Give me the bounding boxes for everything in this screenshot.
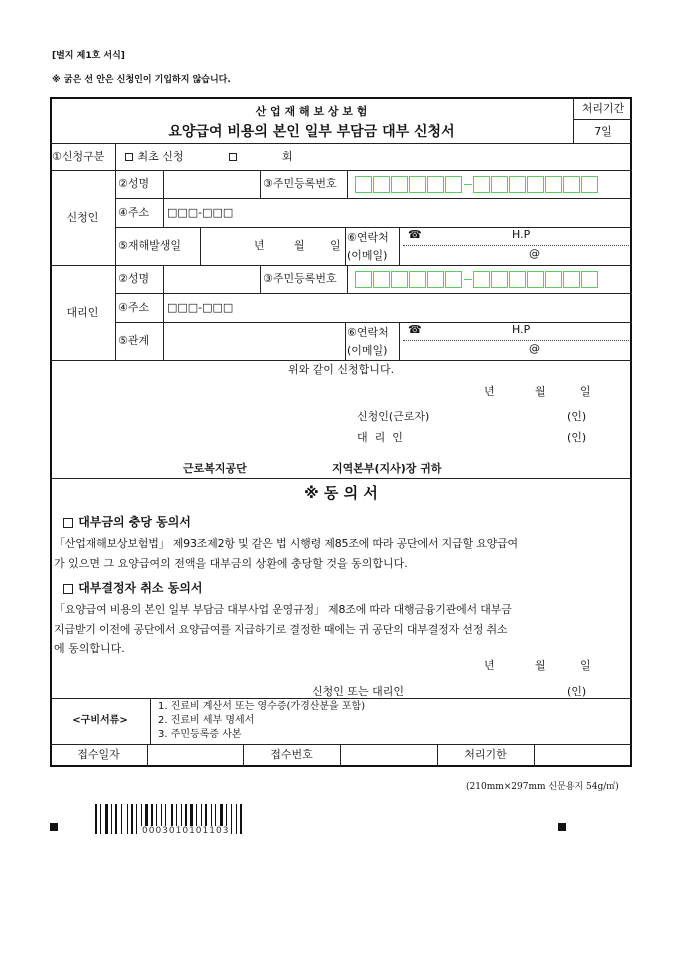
s2-checkbox[interactable] [63, 584, 73, 594]
page-title: 요양급여 비용의 본인 일부 부담금 대부 신청서 [168, 124, 455, 140]
applicant-address-label: ④주소 [118, 206, 150, 219]
consent-signer: 신청인 또는 대리인 [312, 685, 405, 698]
consent-seal: (인) [567, 685, 587, 698]
barcode-bar [113, 804, 114, 834]
decl-year: 년 [484, 385, 495, 398]
receipt-date-input[interactable] [148, 745, 243, 766]
barcode-bar [236, 804, 237, 834]
agent-address-label: ④주소 [118, 301, 150, 314]
document-item: 3. 주민등록증 사본 [158, 729, 242, 740]
decl-month: 월 [535, 385, 546, 398]
repeat-checkbox[interactable] [229, 153, 237, 161]
barcode-bar [131, 804, 133, 834]
applicant-address-input[interactable]: □□□-□□□ [167, 206, 234, 219]
agent-relation-label: ⑤관계 [118, 334, 150, 347]
decl-applicant-label: 신청인(근로자) [357, 410, 430, 423]
accident-date-label: ⑤재해발생일 [118, 239, 181, 252]
document-item: 2. 진료비 세부 명세서 [158, 715, 255, 726]
processing-period-label: 처리기간 [574, 97, 632, 120]
barcode-bar [243, 804, 244, 834]
barcode-bar [129, 804, 130, 834]
title-block [50, 97, 574, 143]
s1-checkbox[interactable] [63, 518, 73, 528]
agent-contact-label: ⑥연락처 [347, 326, 389, 339]
agent-address-input[interactable]: □□□-□□□ [167, 301, 234, 314]
barcode-bar [105, 804, 108, 834]
apply-type-first[interactable]: 최초 신청 [124, 143, 184, 170]
decl-agent-seal: (인) [567, 431, 587, 444]
first-checkbox[interactable] [125, 153, 133, 161]
consent-s1-line2: 가 있으면 그 요양급여의 전액을 대부금의 상환에 충당할 것을 동의합니다. [54, 557, 408, 570]
phone-icon: ☎ [408, 228, 422, 241]
declaration-text: 위와 같이 신청합니다. [287, 363, 395, 376]
barcode-bar [98, 804, 99, 834]
accident-year: 년 [254, 239, 265, 252]
barcode-bar [233, 804, 235, 834]
barcode-text: 0003010101103 [142, 826, 230, 836]
recipient: 지역본부(지사)장 귀하 [332, 462, 442, 475]
receipt-date-label: 접수일자 [77, 748, 120, 761]
applicant-email-label: (이메일) [347, 249, 388, 262]
barcode-bar [118, 804, 120, 834]
title-line1: 산 업 재 해 보 상 보 험 [255, 105, 368, 118]
paper-spec: (210mm×297mm 신문용지 54g/㎡) [466, 782, 619, 792]
applicant-section-label: 신청인 [66, 211, 99, 224]
decl-day: 일 [580, 385, 591, 398]
barcode-bar [127, 804, 128, 834]
applicant-contact-label: ⑥연락처 [347, 231, 389, 244]
agent-rrn-input[interactable] [355, 269, 599, 289]
receipt-no-input[interactable] [341, 745, 436, 766]
agent-relation-input[interactable] [166, 324, 342, 358]
barcode-bar [240, 804, 242, 834]
deadline-label: 처리기한 [464, 748, 507, 761]
accident-day: 일 [330, 239, 341, 252]
consent-month: 월 [535, 659, 546, 672]
receipt-no-label: 접수번호 [270, 748, 313, 761]
barcode-bar [115, 804, 117, 834]
agent-name-input[interactable] [164, 267, 260, 291]
form-note: ※ 굵은 선 안은 신청인이 기입하지 않습니다. [52, 75, 231, 85]
agent-email-input[interactable]: @ [529, 342, 540, 355]
decl-agent-label: 대 리 인 [357, 431, 403, 444]
applicant-phone-input[interactable] [403, 245, 629, 246]
consent-s2-line1: 「요양급여 비용의 본인 일부 부담금 대부사업 운영규정」 제8조에 따라 대행금융기관에서 대부금 [54, 603, 512, 616]
apply-type-repeat[interactable] [228, 143, 238, 170]
consent-s2-line3: 에 동의합니다. [54, 642, 125, 655]
agent-phone-input[interactable] [403, 340, 629, 341]
barcode-bar [95, 804, 97, 834]
barcode-bar [134, 804, 135, 834]
org-name: 근로복지공단 [183, 462, 247, 475]
accident-month: 월 [294, 239, 305, 252]
agent-hp-label: H.P [512, 323, 531, 336]
agent-phone-icon: ☎ [408, 323, 422, 336]
registration-mark-right [558, 823, 566, 831]
consent-s2-line2: 지급받기 이전에 공단에서 요양급여를 지급하기로 결정한 때에는 귀 공단의 대부결정자 선정 취소 [54, 623, 508, 636]
deadline-input[interactable] [535, 745, 630, 766]
applicant-hp-label: H.P [512, 228, 531, 241]
barcode-bar [102, 804, 104, 834]
apply-type-label: ①신청구분 [52, 150, 105, 163]
applicant-email-input[interactable]: @ [529, 247, 540, 260]
document-item: 1. 진료비 계산서 또는 영수증(가경산분을 포함) [158, 701, 366, 712]
barcode-bar [238, 804, 239, 834]
barcode-bar [100, 804, 101, 834]
barcode-bar [121, 804, 122, 834]
applicant-name-input[interactable] [164, 172, 260, 196]
agent-rrn-label: ③주민등록번호 [263, 272, 337, 285]
barcode-bar [123, 804, 126, 834]
applicant-name-label: ②성명 [118, 177, 150, 190]
consent-s1-title: 대부금의 충당 동의서 [62, 513, 191, 530]
applicant-rrn-label: ③주민등록번호 [263, 177, 337, 190]
agent-email-label: (이메일) [347, 344, 388, 357]
consent-year: 년 [484, 659, 495, 672]
agent-section-label: 대리인 [66, 306, 99, 319]
documents-label: <구비서류> [72, 715, 128, 726]
decl-applicant-seal: (인) [567, 410, 587, 423]
barcode-bar [136, 804, 137, 834]
agent-name-label: ②성명 [118, 272, 150, 285]
form-number: [별지 제1호 서식] [52, 51, 125, 61]
apply-type-times: 회 [282, 150, 293, 163]
consent-s2-title: 대부결정자 취소 동의서 [62, 579, 202, 596]
consent-title: ※ 동 의 서 [304, 484, 378, 502]
processing-period-value: 7일 [594, 125, 612, 138]
registration-mark-left [50, 823, 58, 831]
applicant-rrn-input[interactable] [355, 174, 599, 194]
documents-list [158, 700, 365, 742]
consent-day: 일 [580, 659, 591, 672]
barcode-bar [111, 804, 112, 834]
barcode-bar [109, 804, 110, 834]
consent-s1-line1: 「산업재해보상보험법」 제93조제2항 및 같은 법 시행령 제85조에 따라 공단에서 지급할 요양급여 [54, 537, 518, 550]
